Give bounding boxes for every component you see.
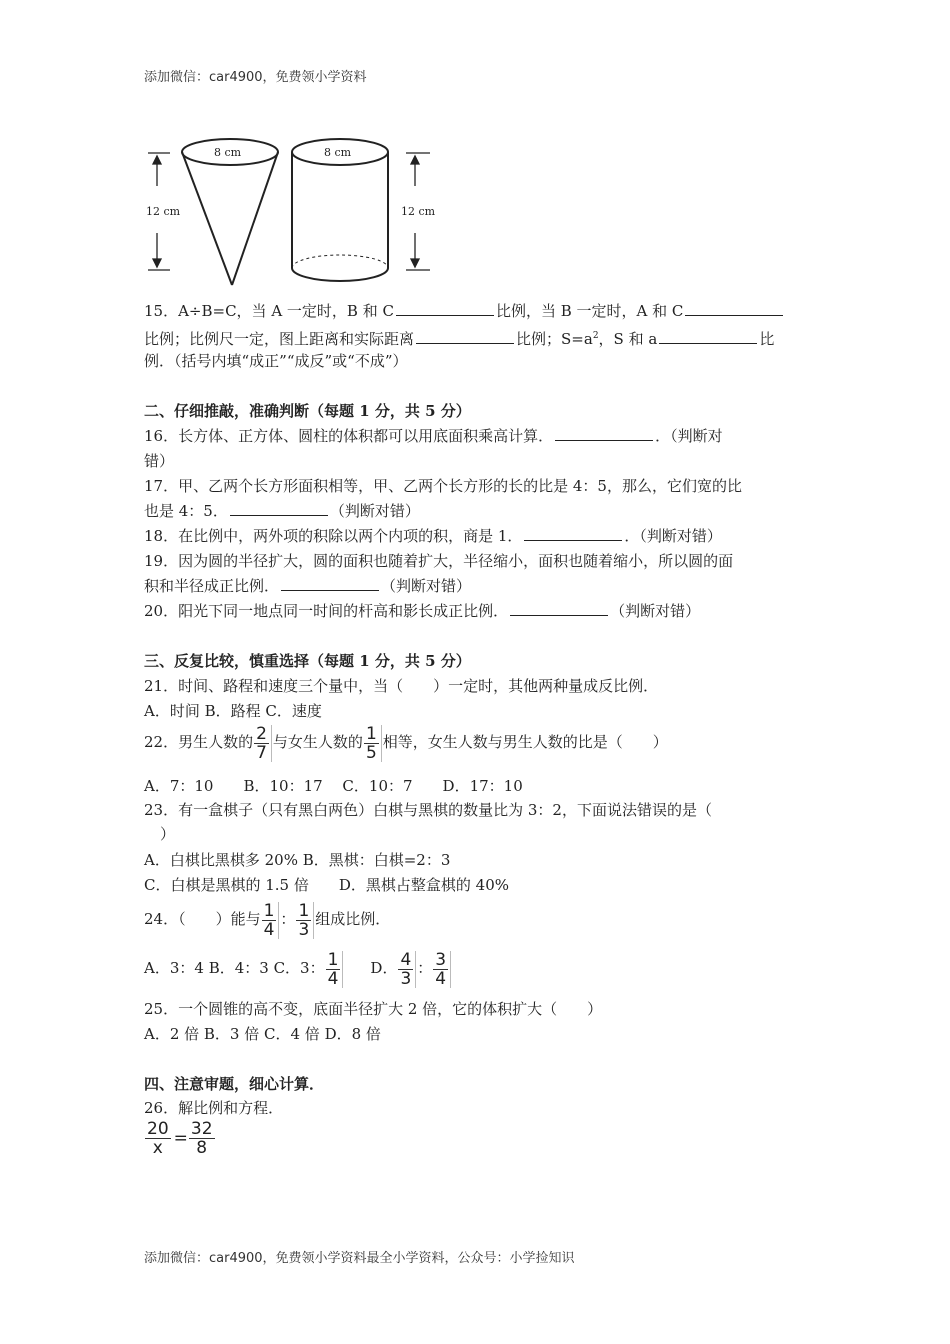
answer-blank[interactable] [685,301,783,316]
q26-line: 26．解比例和方程． [144,1099,284,1117]
cone-diameter-label: 8 cm [214,146,242,159]
q21-options: A．时间 B．路程 C．速度 [144,702,322,720]
fraction-4-3: $\frac{4}{3}$ [398,951,416,988]
answer-blank[interactable] [524,526,622,541]
fraction-20-x: $\frac{20}{x}$ [147,1119,169,1158]
q20-line: 20．阳光下同一地点同一时间的杆高和影长成正比例． （判断对错） [144,602,701,620]
q22-line: 22．男生人数的 $\frac{2}{7}$ 与女生人数的 $\frac{1}{5}$ 相等，女生人数与男生人数的比是（ ） [144,723,668,763]
page-footer: 添加微信：car4900，免费领小学资料最全小学资料，公众号：小学捡知识 [144,1251,575,1266]
answer-blank[interactable] [281,576,379,591]
q21-line: 21．时间、路程和速度三个量中，当（ ）一定时，其他两种量成反比例． [144,677,659,695]
fraction-1-4: $\frac{1}{4}$ [326,951,344,988]
q15-line-1: 15．A÷B=C，当 A 一定时，B 和 C 比例，当 B 一定时，A 和 C [144,301,785,321]
proportion-equation: $\frac{20}{x}$ = $\frac{32}{8}$ [144,1120,218,1157]
section-3-title: 三、反复比较，慎重选择（每题 1 分，共 5 分） [144,652,471,670]
cylinder-height-label: 12 cm [401,205,436,218]
answer-blank[interactable] [510,601,608,616]
q24-options: A．3：4 B．4：3 C．3： $\frac{1}{4}$ D． $\frac{4}{3}$ ： $\frac{3}{4}$ [144,946,452,990]
fraction-32-8: $\frac{32}{8}$ [190,1119,213,1158]
fraction-2-7: $\frac{2}{7}$ [254,725,272,762]
q23-options-1: A．白棋比黑棋多 20% B．黑棋：白棋=2：3 [144,851,451,869]
q17-line-2: 也是 4：5． （判断对错） [144,502,420,520]
answer-blank[interactable] [230,501,328,516]
q24-line: 24．（ ）能与 $\frac{1}{4}$ ： $\frac{1}{3}$ 组成比例． [144,900,391,940]
q15-line-2: 比例；比例尺一定，图上距离和实际距离 比例；$S=a^2$，S 和 a 比 [144,330,775,348]
q23-options-2: C．白棋是黑棋的 1.5 倍 D．黑棋占整盒棋的 40% [144,876,510,894]
page-header: 添加微信：car4900，免费领小学资料 [144,70,367,85]
fraction-1-5: $\frac{1}{5}$ [364,725,382,762]
q23-line-2: ） [160,825,176,843]
q19-line-1: 19．因为圆的半径扩大，圆的面积也随着扩大，半径缩小，面积也随着缩小，所以圆的面 [144,552,734,570]
section-4-title: 四、注意审题，细心计算． [144,1075,325,1093]
q22-options: A．7：10 B．10：17 C．10：7 D．17：10 [144,777,523,795]
q25-options: A．2 倍 B．3 倍 C．4 倍 D．8 倍 [144,1025,381,1043]
fraction-1-3: $\frac{1}{3}$ [296,902,314,939]
answer-blank[interactable] [416,329,514,344]
q18-line: 18．在比例中，两外项的积除以两个内项的积，商是 1． ．（判断对错） [144,527,722,545]
fraction-1-4: $\frac{1}{4}$ [262,902,280,939]
answer-blank[interactable] [659,329,757,344]
answer-blank[interactable] [396,301,494,316]
fraction-3-4: $\frac{3}{4}$ [433,951,451,988]
q25-line: 25．一个圆锥的高不变，底面半径扩大 2 倍，它的体积扩大（ ） [144,1000,603,1018]
q17-line-1: 17．甲、乙两个长方形面积相等，甲、乙两个长方形的长的比是 4：5，那么，它们宽的比 [144,477,742,495]
q23-line-1: 23．有一盒棋子（只有黑白两色）白棋与黑棋的数量比为 3：2，下面说法错误的是（ [144,801,712,819]
q19-line-2: 积和半径成正比例． （判断对错） [144,577,472,595]
q16-line-1: 16．长方体、正方体、圆柱的体积都可以用底面积乘高计算． ．（判断对 [144,427,723,445]
answer-blank[interactable] [555,426,653,441]
q15-line-3: 例．（括号内填“成正”“成反”或“不成”） [144,352,408,370]
cone-cylinder-figure [144,128,444,293]
cylinder-diameter-label: 8 cm [324,146,352,159]
section-2-title: 二、仔细推敲，准确判断（每题 1 分，共 5 分） [144,402,471,420]
q16-line-2: 错） [144,452,175,470]
cone-height-label: 12 cm [146,205,181,218]
